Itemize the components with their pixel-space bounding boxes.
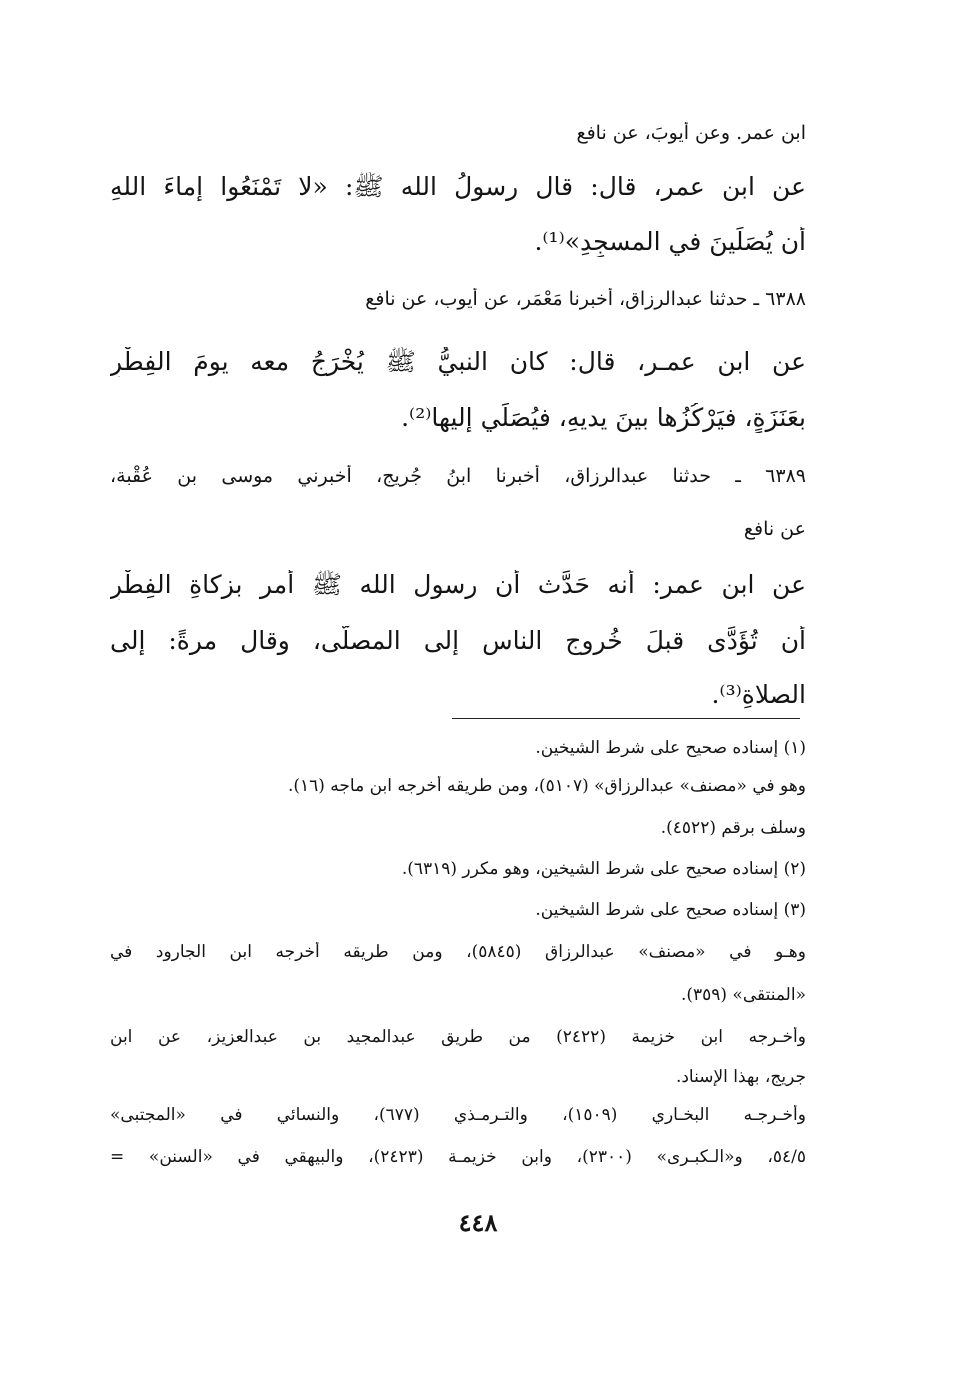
footnote-3-line-6: وأخـرجـه البخـاري (١٥٠٩)، والتـرمـذي (٦٧٧)، والنسائي في «المجتبى»	[110, 1105, 806, 1125]
main-line-5: عن ابن عمـر، قال: كان النبيُّ ﷺ يُخْرَجُ معه يومَ الفِطْرِ	[110, 347, 806, 376]
hadith-6388-header: ٦٣٨٨ ـ حدثنا عبدالرزاق، أخبرنا مَعْمَر، عن أيوب، عن نافع	[365, 288, 806, 310]
footnote-3-line-7: ٥٤/٥، و«الـكبـرى» (٢٣٠٠)، وابن خزيمـة (٢٤٢٣)، والبيهقي في «السنن» =	[110, 1147, 806, 1167]
footnote-3-line-3: «المنتقى» (٣٥٩).	[680, 985, 806, 1005]
main-line-1: ابن عمر. وعن أيوبَ، عن نافع	[576, 122, 806, 144]
footnote-3-line-2: وهـو في «مصنف» عبدالرزاق (٥٨٤٥)، ومن طريقه أخرجه ابن الجارود في	[110, 942, 806, 962]
footnote-1-line-2: وهو في «مصنف» عبدالرزاق» (٥١٠٧)، ومن طريقه أخرجه ابن ماجه (١٦).	[287, 776, 806, 796]
footnote-3-line-4: وأخـرجه ابن خزيمة (٢٤٢٢) من طريق عبدالمجيد بن عبدالعزيز، عن ابن	[110, 1027, 806, 1047]
main-line-6: بعَنَزَةٍ، فيَرْكُزُها بينَ يديهِ، فيُصَلِّي إليها⁽²⁾.	[401, 403, 806, 432]
hadith-6389-header: ٦٣٨٩ ـ حدثنا عبدالرزاق، أخبرنا ابنُ جُريج، أخبرني موسى بن عُقْبة،	[110, 465, 806, 487]
footnote-2: (٢) إسناده صحيح على شرط الشيخين، وهو مكرر (٦٣١٩).	[401, 859, 806, 879]
footnote-3-line-5: جريج، بهذا الإسناد.	[675, 1067, 806, 1087]
main-line-8: عن نافع	[743, 518, 806, 540]
main-line-3: أن يُصَلِّينَ في المسجِدِ»⁽¹⁾.	[534, 227, 806, 256]
main-line-10: أن تُؤَدَّى قبلَ خُروجِ الناسِ إلى المصلَّى، وقال مرةً: إلى	[110, 626, 806, 655]
footnote-1: (١) إسناده صحيح على شرط الشيخين.	[535, 738, 806, 758]
page-number: ٤٤٨	[458, 1208, 498, 1237]
main-line-2: عن ابن عمر، قال: قال رسولُ الله ﷺ: «لا تَمْنَعُوا إماءَ اللهِ	[110, 172, 806, 201]
main-line-9: عن ابن عمر: أنه حَدَّث أن رسول الله ﷺ أَمر بزكاةِ الفِطْرِ	[110, 570, 806, 599]
footnote-1-line-3: وسلف برقم (٤٥٢٢).	[660, 818, 806, 838]
footnote-separator	[452, 718, 800, 719]
footnote-3: (٣) إسناده صحيح على شرط الشيخين.	[535, 900, 806, 920]
main-line-11: الصلاةِ⁽³⁾.	[711, 680, 806, 709]
